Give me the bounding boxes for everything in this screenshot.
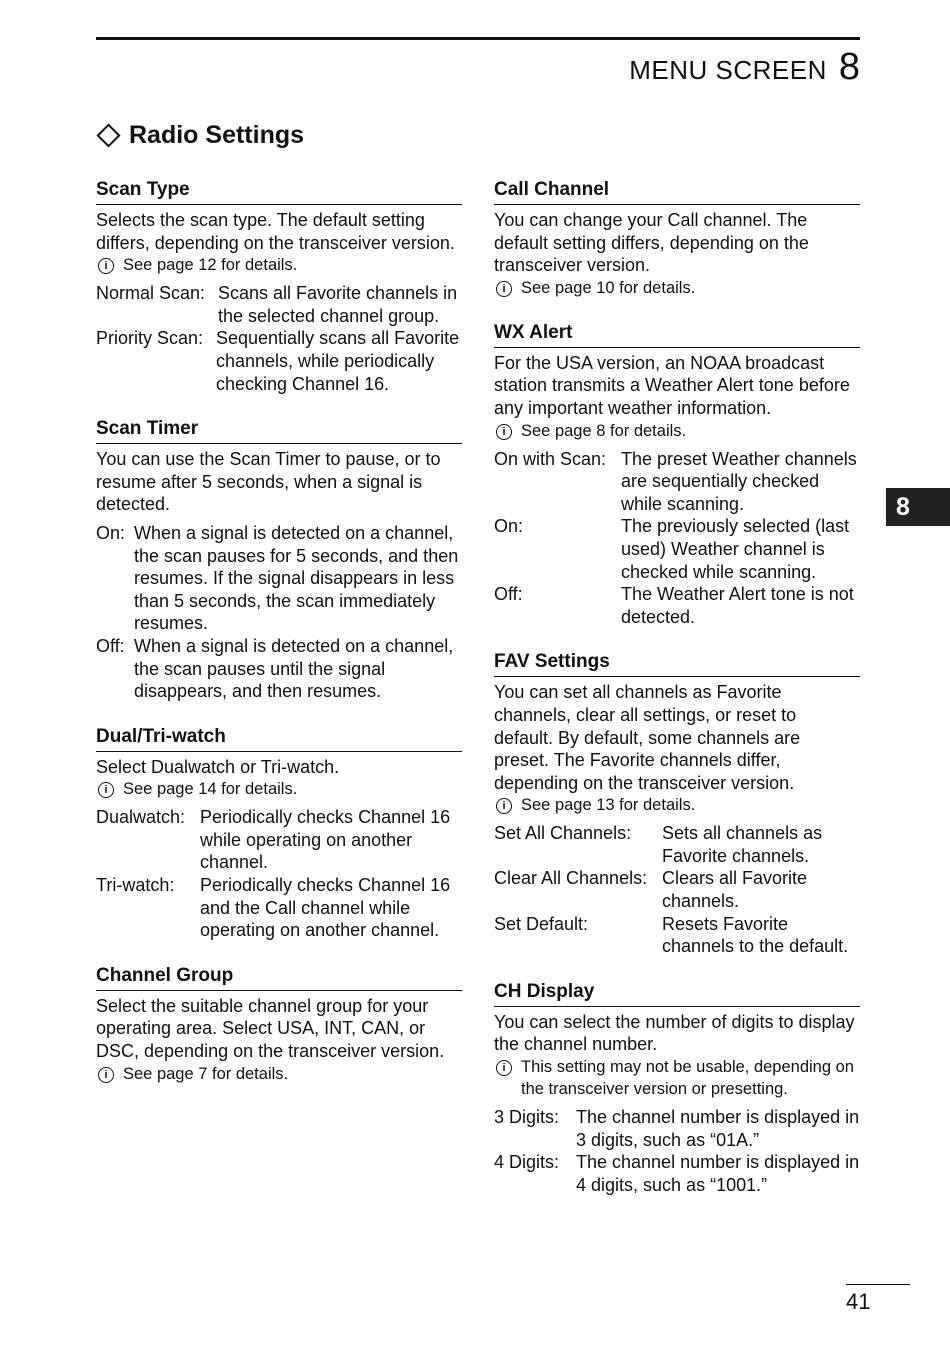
scan-timer-heading: Scan Timer	[96, 417, 462, 444]
term: On:	[96, 522, 126, 543]
ref-text: See page 13 for details.	[521, 796, 696, 815]
definition-item	[96, 806, 462, 874]
description: Scans all Favorite channels in the selected channel group.	[218, 283, 458, 326]
fav-settings-ref	[494, 794, 860, 816]
left-column	[96, 178, 462, 1091]
term: Off:	[96, 635, 125, 656]
chapter-tab: 8	[886, 488, 950, 526]
info-icon: i	[496, 798, 512, 814]
page-number-text: 41	[846, 1289, 871, 1314]
page-header	[629, 46, 860, 89]
wx-alert-heading: WX Alert	[494, 321, 860, 348]
definition-item	[494, 515, 860, 583]
description: The Weather Alert tone is not detected.	[621, 584, 854, 627]
term: Set Default:	[494, 913, 589, 934]
info-icon: i	[98, 782, 114, 798]
description: The preset Weather channels are sequentially checked while scanning.	[621, 448, 857, 514]
fav-settings-body: You can set all channels as Favorite channels, clear all settings, or reset to default. By default, some channels are preset. The Favorite channels differ, depending on the transceiver version.	[494, 682, 801, 793]
term: Priority Scan:	[96, 328, 204, 349]
term: 3 Digits:	[494, 1107, 560, 1128]
description: The previously selected (last used) Weather channel is checked while scanning.	[621, 516, 850, 582]
info-icon: i	[98, 1067, 114, 1083]
wx-alert-ref	[494, 420, 860, 442]
ref-text: See page 14 for details.	[123, 780, 298, 799]
info-icon: i	[496, 424, 512, 440]
page-number	[846, 1284, 910, 1315]
info-icon: i	[98, 258, 114, 274]
definition-item	[494, 867, 860, 912]
wx-alert-body: For the USA version, an NOAA broadcast station transmits a Weather Alert tone before any important weather information.	[494, 352, 850, 418]
info-icon: i	[496, 281, 512, 297]
definition-item	[494, 583, 860, 628]
scan-type-body: Selects the scan type. The default setting differs, depending on the transceiver version.	[96, 210, 455, 253]
call-channel-ref	[494, 277, 860, 299]
dual-tri-ref	[96, 778, 462, 800]
description: Sequentially scans all Favorite channels, while periodically checking Channel 16.	[216, 328, 460, 394]
scan-type-heading: Scan Type	[96, 178, 462, 205]
top-rule	[96, 37, 860, 40]
definition-item	[96, 327, 462, 395]
ref-text: See page 10 for details.	[521, 278, 696, 297]
scan-timer-body: You can use the Scan Timer to pause, or to resume after 5 seconds, when a signal is detected.	[96, 449, 441, 515]
chapter-number: 8	[838, 46, 860, 88]
description: Sets all channels as Favorite channels.	[662, 823, 823, 866]
dual-tri-body: Select Dualwatch or Tri-watch.	[96, 756, 340, 777]
definition-item	[494, 1106, 860, 1151]
right-column	[494, 178, 860, 1196]
term: On with Scan:	[494, 448, 607, 469]
diamond-icon	[96, 123, 120, 147]
chapter-title: MENU SCREEN	[629, 55, 827, 85]
channel-group-heading: Channel Group	[96, 964, 462, 991]
definition-item	[494, 913, 860, 958]
ref-text: See page 7 for details.	[123, 1064, 289, 1083]
definition-item	[96, 635, 462, 703]
dual-tri-heading: Dual/Tri-watch	[96, 725, 462, 752]
info-icon: i	[496, 1060, 512, 1076]
term: Dualwatch:	[96, 807, 186, 828]
description: When a signal is detected on a channel, the scan pauses for 5 seconds, and then resumes. If the signal disappears in less than 5 seconds, the scan immediately resumes.	[134, 522, 459, 634]
ch-display-body: You can select the number of digits to display the channel number.	[494, 1011, 855, 1055]
description: Resets Favorite channels to the default.	[662, 913, 849, 957]
term: Normal Scan:	[96, 283, 206, 304]
term: Clear All Channels:	[494, 868, 648, 889]
description: The channel number is displayed in 4 digits, such as “1001.”	[576, 1152, 860, 1195]
term: Off:	[494, 584, 523, 605]
fav-settings-heading: FAV Settings	[494, 650, 860, 677]
ch-display-heading: CH Display	[494, 980, 860, 1007]
description: Clears all Favorite channels.	[662, 868, 808, 912]
ch-display-ref	[494, 1056, 860, 1100]
section-title-text: Radio Settings	[129, 121, 305, 149]
scan-type-ref	[96, 254, 462, 276]
definition-item	[96, 282, 462, 327]
definition-item	[494, 448, 860, 516]
description: Periodically checks Channel 16 while operating on another channel.	[200, 807, 451, 873]
call-channel-heading: Call Channel	[494, 178, 860, 205]
section-title	[96, 121, 304, 150]
definition-item	[494, 822, 860, 867]
term: On:	[494, 516, 524, 537]
term: Set All Channels:	[494, 823, 632, 844]
definition-item	[494, 1151, 860, 1196]
description: When a signal is detected on a channel, the scan pauses until the signal disappears, and then resumes.	[134, 635, 454, 702]
definition-item	[96, 874, 462, 942]
channel-group-ref	[96, 1063, 462, 1085]
term: 4 Digits:	[494, 1152, 560, 1173]
ref-text: See page 12 for details.	[123, 256, 298, 275]
definition-item	[96, 522, 462, 635]
ref-text: This setting may not be usable, depending on the transceiver version or presetting.	[521, 1058, 854, 1099]
description: The channel number is displayed in 3 digits, such as “01A.”	[576, 1107, 860, 1150]
ref-text: See page 8 for details.	[521, 421, 687, 440]
call-channel-body: You can change your Call channel. The default setting differs, depending on the transceiver version.	[494, 210, 809, 276]
channel-group-body: Select the suitable channel group for your operating area. Select USA, INT, CAN, or DSC, depending on the transceiver version.	[96, 995, 445, 1062]
description: Periodically checks Channel 16 and the Call channel while operating on another channel.	[200, 875, 451, 941]
term: Tri-watch:	[96, 875, 175, 896]
